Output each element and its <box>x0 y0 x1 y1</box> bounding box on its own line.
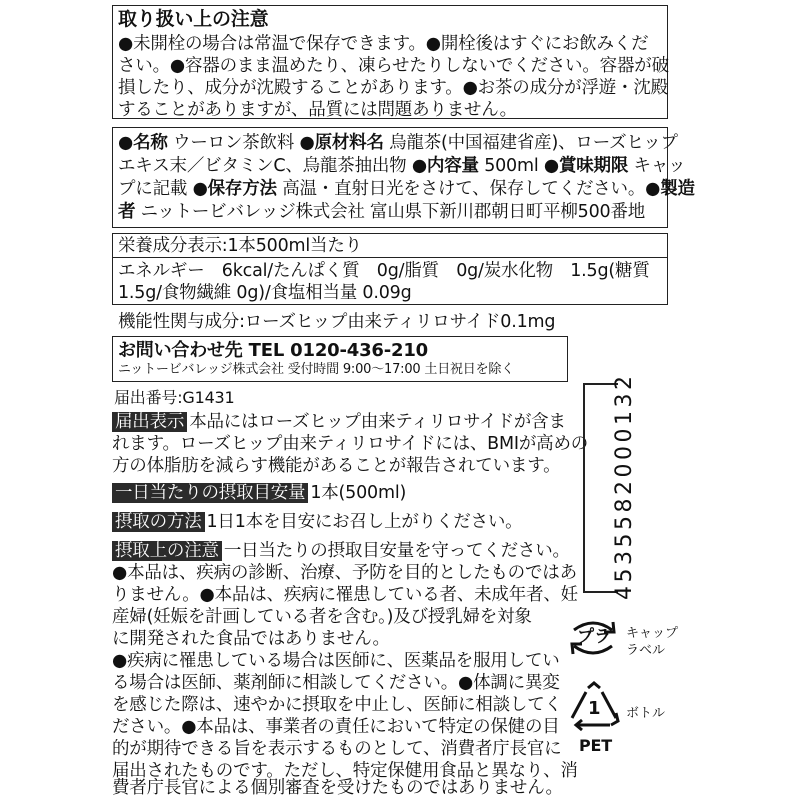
nutrition-line: エネルギー 6kcal/たんぱく質 0g/脂質 0g/炭水化物 1.5g(糖質 <box>118 261 650 281</box>
method-line <box>112 511 522 533</box>
nutrition-divider <box>112 257 668 258</box>
volume-value: 500ml <box>478 156 544 176</box>
caution-text: 産婦(妊娠を計画している者を含む。)及び授乳婦を対象 <box>112 607 532 627</box>
bottle-label: ボトル <box>626 706 666 721</box>
pla-mark: プラ <box>577 627 611 647</box>
ingredients-value-cont: エキス末／ビタミンC、烏龍茶抽出物 <box>118 156 412 176</box>
name-value: ウーロン茶飲料 <box>167 133 300 153</box>
pet-mark: PET <box>579 736 612 755</box>
daily-intake-tag: 一日当たりの摂取目安量 <box>112 483 308 503</box>
method-value: 1日1本を目安にお召し上がりください。 <box>206 512 523 532</box>
display-text: 本品にはローズヒップ由来ティリロサイドが含ま <box>189 412 566 432</box>
display-line: 方の体脂肪を減らす機能があることが報告されています。 <box>112 456 561 476</box>
handling-line: ●未開栓の場合は常温で保存できます。●開栓後はすぐにお飲みくだ <box>118 34 649 54</box>
caution-text: 費者庁長官による個別審査を受けたものではありません。 <box>112 778 563 798</box>
daily-intake-value: 1本(500ml) <box>310 483 407 503</box>
maker-value: ニットービバレッジ株式会社 富山県下新川郡朝日町平柳500番地 <box>135 202 646 222</box>
handling-line: することがありますが、品質には問題ありません。 <box>118 100 517 120</box>
storage-label: ●保存方法 <box>192 179 277 199</box>
nutrition-line: 1.5g/食物繊維 0g)/食塩相当量 0.09g <box>118 283 412 303</box>
caution-text: 届出されたものです。ただし、特定保健用食品と異なり、消 <box>112 761 578 781</box>
pet-number: 1 <box>588 698 601 719</box>
product-line-4 <box>118 201 645 223</box>
product-line-3 <box>118 178 695 200</box>
name-label: ●名称 <box>118 133 168 153</box>
functional-component: 機能性関与成分:ローズヒップ由来ティリロサイド0.1mg <box>118 312 556 332</box>
barcode-number: 4535582000132 <box>612 372 637 600</box>
volume-label: ●内容量 <box>411 156 479 176</box>
display-tag: 届出表示 <box>112 412 187 432</box>
caution-text: ださい。●本品は、事業者の責任において特定の保健の目 <box>112 717 560 737</box>
cap-label: キャップ <box>626 626 679 641</box>
caution-text: を感じた際は、速やかに摂取を中止し、医師に相談してく <box>112 695 562 715</box>
caution-text: 的が期待できる旨を表示するものとして、消費者庁長官に <box>112 739 562 759</box>
nutrition-header: 栄養成分表示:1本500ml当たり <box>118 236 362 256</box>
method-tag: 摂取の方法 <box>112 512 205 532</box>
caution-value: 一日当たりの摂取目安量を守ってください。 <box>223 541 570 561</box>
label-label: ラベル <box>626 643 666 658</box>
caution-text: ●疾病に罹患している場合は医師に、医薬品を服用してい <box>112 651 560 671</box>
contact-detail: ニットービバレッジ株式会社 受付時間 9:00～17:00 土日祝日を除く <box>118 362 515 377</box>
caution-text: りません。●本品は、疾病に罹患している者、未成年者、妊 <box>112 585 578 605</box>
notification-number: 届出番号:G1431 <box>114 388 235 407</box>
caution-line <box>112 540 570 562</box>
best-before-value-cont: プに記載 <box>118 179 193 199</box>
handling-line: 損したり、成分が沈殿することがあります。●お茶の成分が浮遊・沈殿 <box>118 78 668 98</box>
ingredients-value: 烏龍茶(中国福建省産)、ローズヒップ <box>383 133 678 153</box>
caution-text: に開発された食品ではありません。 <box>112 629 390 649</box>
best-before-label: ●賞味期限 <box>543 156 629 176</box>
handling-line: さい。●容器のまま温めたり、凍らせたりしないでください。容器が破 <box>118 56 669 76</box>
caution-text: る場合は医師、薬剤師に相談してください。●体調に異変 <box>112 673 560 693</box>
product-line-2 <box>118 155 685 177</box>
best-before-value: キャッ <box>628 156 686 176</box>
daily-intake-line <box>112 482 406 504</box>
product-line-1 <box>118 132 678 154</box>
display-line <box>112 411 566 433</box>
maker-label-cont: 者 <box>118 202 136 222</box>
storage-value: 高温・直射日光をさけて、保存してください。 <box>276 179 646 199</box>
pet-recycle-icon <box>566 680 622 732</box>
maker-label: ●製造 <box>645 179 695 199</box>
ingredients-label: ●原材料名 <box>299 133 384 153</box>
display-line: れます。ローズヒップ由来ティリロサイドには、BMIが高めの <box>112 434 589 454</box>
contact-title: お問い合わせ先 TEL 0120-436-210 <box>118 340 428 361</box>
caution-text: ●本品は、疾病の診断、治療、予防を目的としたものではあ <box>112 563 577 583</box>
caution-tag: 摂取上の注意 <box>112 541 222 561</box>
handling-title: 取り扱い上の注意 <box>118 8 269 30</box>
pla-recycle-icon <box>566 612 621 664</box>
